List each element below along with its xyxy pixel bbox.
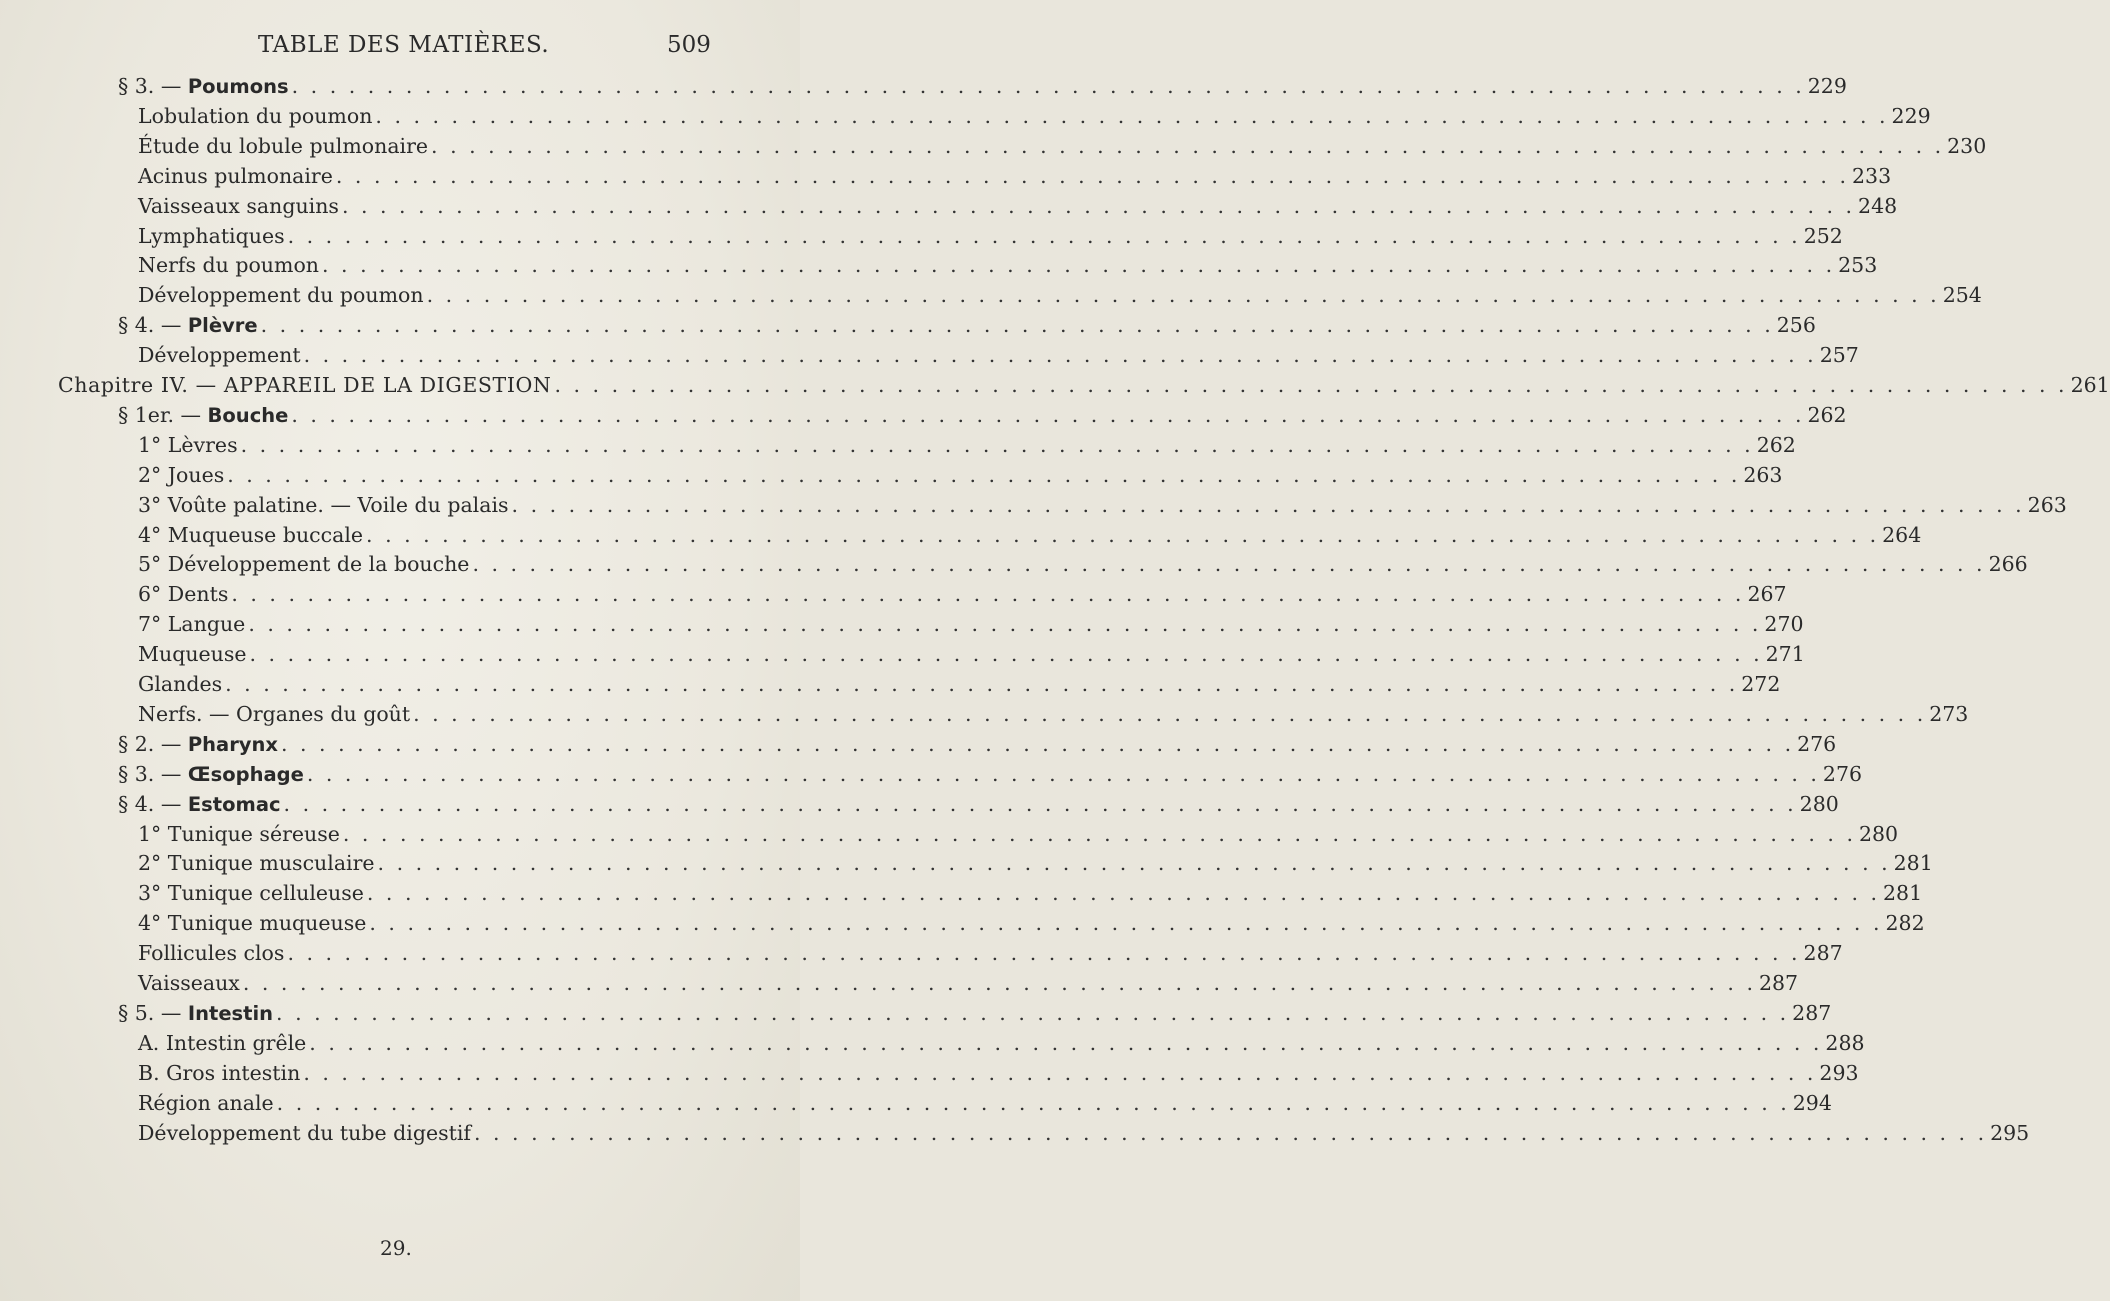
toc-page-number: 264 (1882, 522, 1922, 547)
toc-section-row (118, 313, 1816, 343)
dot-leader: . . . . . . . . . . . . . . . . . . . . . . . . . . . . . . . . . . . . . . . . . . . . . . . . . . . . . . . . . . . . . . . . . . . . . . . . . . . . . . . . (303, 1060, 1817, 1085)
dot-leader: . . . . . . . . . . . . . . . . . . . . . . . . . . . . . . . . . . . . . . . . . . . . . . . . . . . . . . . . . . . . . . . . . . . . . . . . . . . . . . . . (280, 731, 1795, 756)
toc-section-title (118, 1001, 273, 1025)
toc-page-number: 256 (1776, 313, 1816, 338)
toc-entry-title: 4° Muqueuse buccale (138, 522, 364, 547)
toc-entry-title: Glandes (138, 672, 223, 696)
toc-entry-row (138, 253, 1878, 283)
dot-leader: . . . . . . . . . . . . . . . . . . . . . . . . . . . . . . . . . . . . . . . . . . . . . . . . . . . . . . . . . . . . . . . . . . . . . . . . . . . . . . . . (375, 103, 1889, 128)
section-number: § 4. — (118, 791, 188, 816)
toc-section-row (118, 761, 1863, 792)
toc-entry-title: 7° Langue (138, 612, 246, 637)
toc-entry-title: Vaisseaux sanguins (138, 193, 339, 218)
toc-entry-row (138, 193, 1898, 224)
dot-leader: . . . . . . . . . . . . . . . . . . . . . . . . . . . . . . . . . . . . . . . . . . . . . . . . . . . . . . . . . . . . . . . . . . . . . . . . . . . . . . . . (227, 462, 1741, 487)
toc-entry-title: Lobulation du poumon (138, 103, 373, 128)
toc-page-number: 282 (1885, 911, 1925, 936)
section-label: Bouche (207, 403, 289, 427)
section-number: § 4. — (118, 313, 188, 338)
dot-leader: . . . . . . . . . . . . . . . . . . . . . . . . . . . . . . . . . . . . . . . . . . . . . . . . . . . . . . . . . . . . . . . . . . . . . . . . . . . . . . . . (276, 1000, 1790, 1025)
toc-entry-row (138, 701, 1969, 732)
toc-entry-title: 1° Tunique séreuse (138, 821, 340, 846)
toc-page-number: 295 (1990, 1120, 2030, 1145)
toc-entry-title: 2° Joues (138, 462, 225, 487)
running-title: TABLE DES MATIÈRES. (258, 32, 550, 58)
toc-page-number: 233 (1851, 163, 1892, 188)
toc-entry-row (138, 163, 1892, 194)
dot-leader: . . . . . . . . . . . . . . . . . . . . . . . . . . . . . . . . . . . . . . . . . . . . . . . . . . . . . . . . . . . . . . . . . . . . . . . . . . . . . . . . (366, 522, 1880, 547)
toc-entry-title: Acinus pulmonaire (138, 163, 333, 188)
toc-page-number: 288 (1825, 1030, 1865, 1055)
dot-leader: . . . . . . . . . . . . . . . . . . . . . . . . . . . . . . . . . . . . . . . . . . . . . . . . . . . . . . . . . . . . . . . . . . . . . . . . . . . . . . . . (303, 343, 1817, 368)
section-label: Estomac (187, 792, 281, 816)
toc-entry-row (138, 672, 1781, 702)
page-header (0, 30, 800, 60)
toc-page-number: 287 (1803, 941, 1843, 966)
toc-entry-row (138, 971, 1799, 1001)
toc-section-title (118, 313, 258, 337)
toc-section-row (118, 1000, 1832, 1031)
toc-section-title (118, 74, 289, 98)
toc-section-row (118, 74, 1847, 104)
dot-leader: . . . . . . . . . . . . . . . . . . . . . . . . . . . . . . . . . . . . . . . . . . . . . . . . . . . . . . . . . . . . . . . . . . . . . . . . . . . . . . . . (242, 971, 1756, 995)
toc-entry-title: A. Intestin grêle (138, 1030, 307, 1055)
section-label: Pharynx (187, 732, 278, 756)
toc-entry-row (138, 821, 1899, 852)
toc-page-number: 263 (1743, 462, 1783, 487)
toc-page-number: 254 (1942, 283, 1982, 308)
toc-entry-row (138, 552, 2028, 582)
dot-leader: . . . . . . . . . . . . . . . . . . . . . . . . . . . . . . . . . . . . . . . . . . . . . . . . . . . . . . . . . . . . . . . . . . . . . . . . . . . . . . . . (377, 851, 1891, 876)
toc-entry-row (138, 851, 1933, 881)
section-label: Œsophage (187, 762, 304, 786)
dot-leader: . . . . . . . . . . . . . . . . . . . . . . . . . . . . . . . . . . . . . . . . . . . . . . . . . . . . . . . . . . . . . . . . . . . . . . . . . . . . . . . . (309, 1030, 1823, 1055)
toc-page-number: 287 (1758, 971, 1799, 995)
dot-leader: . . . . . . . . . . . . . . . . . . . . . . . . . . . . . . . . . . . . . . . . . . . . . . . . . . . . . . . . . . . . . . . . . . . . . . . . . . . . . . . . (260, 313, 1774, 338)
toc-entry-row (138, 1090, 1832, 1121)
dot-leader: . . . . . . . . . . . . . . . . . . . . . . . . . . . . . . . . . . . . . . . . . . . . . . . . . . . . . . . . . . . . . . . . . . . . . . . . . . . . . . . . (240, 432, 1754, 457)
toc-page-number: 293 (1819, 1060, 1859, 1085)
toc-entry-row (138, 432, 1796, 463)
toc-page-number: 248 (1858, 193, 1898, 218)
toc-page-number: 281 (1883, 881, 1923, 906)
section-number: § 2. — (118, 731, 188, 756)
toc-page-number: 276 (1822, 761, 1863, 786)
dot-leader: . . . . . . . . . . . . . . . . . . . . . . . . . . . . . . . . . . . . . . . . . . . . . . . . . . . . . . . . . . . . . . . . . . . . . . . . . . . . . . . . (473, 1120, 1988, 1145)
toc-entry-row (138, 1060, 1859, 1091)
toc-entry-row (138, 283, 1982, 313)
toc-entry-title: Follicules clos (138, 941, 285, 966)
toc-entry-title: 1° Lèvres (138, 432, 238, 457)
dot-leader: . . . . . . . . . . . . . . . . . . . . . . . . . . . . . . . . . . . . . . . . . . . . . . . . . . . . . . . . . . . . . . . . . . . . . . . . . . . . . . . . (306, 761, 1820, 786)
dot-leader: . . . . . . . . . . . . . . . . . . . . . . . . . . . . . . . . . . . . . . . . . . . . . . . . . . . . . . . . . . . . . . . . . . . . . . . . . . . . . . . . (335, 163, 1849, 188)
dot-leader: . . . . . . . . . . . . . . . . . . . . . . . . . . . . . . . . . . . . . . . . . . . . . . . . . . . . . . . . . . . . . . . . . . . . . . . . . . . . . . . . (472, 552, 1986, 577)
toc-page-number: 262 (1807, 402, 1847, 427)
toc-entry-title: 4° Tunique muqueuse (138, 911, 367, 936)
toc-entry-row (138, 1030, 1865, 1061)
toc-page-number: 281 (1893, 851, 1933, 876)
toc-page-number: 271 (1765, 642, 1805, 667)
toc-entry-title: Développement (138, 343, 301, 368)
toc-page-number: 267 (1747, 582, 1787, 607)
toc-page-number: 263 (2027, 492, 2067, 517)
toc-entry-row (138, 612, 1804, 642)
toc-chapter-row (58, 373, 2110, 403)
toc-entry-title: Développement du tube digestif (138, 1120, 471, 1145)
toc-section-title (118, 792, 281, 816)
toc-entry-row (138, 881, 1923, 911)
toc-section-row (118, 791, 1839, 822)
toc-entry-title: Nerfs du poumon (138, 253, 319, 278)
toc-page-number: 252 (1803, 223, 1843, 248)
section-number: § 3. — (118, 74, 188, 98)
toc-entry-row (138, 103, 1931, 134)
dot-leader: . . . . . . . . . . . . . . . . . . . . . . . . . . . . . . . . . . . . . . . . . . . . . . . . . . . . . . . . . . . . . . . . . . . . . . . . . . . . . . . . (287, 941, 1801, 966)
toc-entry-row (138, 223, 1843, 254)
toc-page-number: 266 (1988, 552, 2028, 577)
dot-leader: . . . . . . . . . . . . . . . . . . . . . . . . . . . . . . . . . . . . . . . . . . . . . . . . . . . . . . . . . . . . . . . . . . . . . . . . . . . . . . . . (369, 911, 1883, 936)
section-number: § 1er. — (118, 402, 208, 427)
chapter-title: Chapitre IV. — APPAREIL DE LA DIGESTION (58, 373, 552, 397)
dot-leader: . . . . . . . . . . . . . . . . . . . . . . . . . . . . . . . . . . . . . . . . . . . . . . . . . . . . . . . . . . . . . . . . . . . . . . . . . . . . . . . . (431, 133, 1945, 158)
toc-entry-row (138, 582, 1787, 612)
section-label: Plèvre (187, 314, 258, 338)
toc-entry-title: 3° Voûte palatine. — Voile du palais (138, 492, 509, 517)
toc-page-number: 294 (1792, 1090, 1832, 1115)
toc-entry-title: 5° Développement de la bouche (138, 552, 470, 577)
toc-entry-title: Région anale (138, 1090, 274, 1115)
dot-leader: . . . . . . . . . . . . . . . . . . . . . . . . . . . . . . . . . . . . . . . . . . . . . . . . . . . . . . . . . . . . . . . . . . . . . . . . . . . . . . . . (276, 1090, 1790, 1115)
toc-entry-row (138, 343, 1859, 373)
dot-leader: . . . . . . . . . . . . . . . . . . . . . . . . . . . . . . . . . . . . . . . . . . . . . . . . . . . . . . . . . . . . . . . . . . . . . . . . . . . . . . . . (366, 881, 1880, 906)
toc-entry-row (138, 492, 2067, 523)
toc-page-number: 270 (1764, 612, 1804, 637)
dot-leader: . . . . . . . . . . . . . . . . . . . . . . . . . . . . . . . . . . . . . . . . . . . . . . . . . . . . . . . . . . . . . . . . . . . . . . . . . . . . . . . . (322, 253, 1836, 278)
dot-leader: . . . . . . . . . . . . . . . . . . . . . . . . . . . . . . . . . . . . . . . . . . . . . . . . . . . . . . . . . . . . . . . . . . . . . . . . . . . . . . . . (231, 582, 1745, 607)
toc-section-row (118, 731, 1837, 762)
toc-entry-title: Développement du poumon (138, 283, 424, 308)
toc-page-number: 261 (2070, 373, 2110, 397)
toc-entry-row (138, 462, 1783, 493)
dot-leader: . . . . . . . . . . . . . . . . . . . . . . . . . . . . . . . . . . . . . . . . . . . . . . . . . . . . . . . . . . . . . . . . . . . . . . . . . . . . . . . . (287, 223, 1801, 248)
page-number: 509 (667, 32, 711, 58)
dot-leader: . . . . . . . . . . . . . . . . . . . . . . . . . . . . . . . . . . . . . . . . . . . . . . . . . . . . . . . . . . . . . . . . . . . . . . . . . . . . . . . . (413, 701, 1927, 726)
toc-entry-row (138, 642, 1805, 672)
toc-page-number: 273 (1929, 701, 1969, 726)
toc-page-number: 257 (1819, 343, 1859, 368)
toc-entry-row (138, 941, 1843, 971)
section-number: § 5. — (118, 1000, 188, 1025)
toc-entry-title: Vaisseaux (138, 971, 240, 995)
toc-page-number: 253 (1838, 253, 1878, 278)
toc-section-title (118, 762, 304, 786)
toc-entry-title: Muqueuse (138, 642, 247, 667)
toc-page-number: 280 (1858, 821, 1899, 846)
toc-entry-row (138, 522, 1922, 553)
dot-leader: . . . . . . . . . . . . . . . . . . . . . . . . . . . . . . . . . . . . . . . . . . . . . . . . . . . . . . . . . . . . . . . . . . . . . . . . . . . . . . . . (554, 373, 2068, 397)
toc-entry-title: 6° Dents (138, 582, 229, 607)
toc-page-number: 230 (1947, 133, 1987, 158)
dot-leader: . . . . . . . . . . . . . . . . . . . . . . . . . . . . . . . . . . . . . . . . . . . . . . . . . . . . . . . . . . . . . . . . . . . . . . . . . . . . . . . . (426, 283, 1940, 308)
dot-leader: . . . . . . . . . . . . . . . . . . . . . . . . . . . . . . . . . . . . . . . . . . . . . . . . . . . . . . . . . . . . . . . . . . . . . . . . . . . . . . . . (225, 672, 1739, 696)
section-number: § 3. — (118, 761, 188, 786)
dot-leader: . . . . . . . . . . . . . . . . . . . . . . . . . . . . . . . . . . . . . . . . . . . . . . . . . . . . . . . . . . . . . . . . . . . . . . . . . . . . . . . . (511, 492, 2025, 517)
toc-section-row (118, 402, 1847, 433)
dot-leader: . . . . . . . . . . . . . . . . . . . . . . . . . . . . . . . . . . . . . . . . . . . . . . . . . . . . . . . . . . . . . . . . . . . . . . . . . . . . . . . . (341, 193, 1856, 218)
toc-page-number: 229 (1891, 103, 1931, 128)
toc-section-title (118, 732, 278, 756)
toc-entry-row (138, 133, 1987, 164)
toc-page-number: 229 (1807, 74, 1847, 98)
toc-entry-title: 2° Tunique musculaire (138, 851, 375, 876)
toc-page-number: 280 (1799, 791, 1839, 816)
toc-entry-title: Nerfs. — Organes du goût (138, 701, 411, 726)
toc-entry-title: Lymphatiques (138, 223, 285, 248)
toc-entry-row (138, 911, 1925, 941)
dot-leader: . . . . . . . . . . . . . . . . . . . . . . . . . . . . . . . . . . . . . . . . . . . . . . . . . . . . . . . . . . . . . . . . . . . . . . . . . . . . . . . . (248, 612, 1762, 637)
toc-entry-title: B. Gros intestin (138, 1060, 301, 1085)
dot-leader: . . . . . . . . . . . . . . . . . . . . . . . . . . . . . . . . . . . . . . . . . . . . . . . . . . . . . . . . . . . . . . . . . . . . . . . . . . . . . . . . (291, 402, 1805, 427)
dot-leader: . . . . . . . . . . . . . . . . . . . . . . . . . . . . . . . . . . . . . . . . . . . . . . . . . . . . . . . . . . . . . . . . . . . . . . . . . . . . . . . . (283, 791, 1797, 816)
toc-page-number: 287 (1792, 1000, 1832, 1025)
signature-mark: 29. (380, 1236, 412, 1260)
section-label: Poumons (187, 75, 289, 98)
toc-entry-row (138, 1120, 2030, 1151)
dot-leader: . . . . . . . . . . . . . . . . . . . . . . . . . . . . . . . . . . . . . . . . . . . . . . . . . . . . . . . . . . . . . . . . . . . . . . . . . . . . . . . . (291, 74, 1805, 98)
dot-leader: . . . . . . . . . . . . . . . . . . . . . . . . . . . . . . . . . . . . . . . . . . . . . . . . . . . . . . . . . . . . . . . . . . . . . . . . . . . . . . . . (249, 642, 1763, 667)
toc-section-title (118, 403, 288, 427)
dot-leader: . . . . . . . . . . . . . . . . . . . . . . . . . . . . . . . . . . . . . . . . . . . . . . . . . . . . . . . . . . . . . . . . . . . . . . . . . . . . . . . . (342, 821, 1856, 846)
toc-entry-title: 3° Tunique celluleuse (138, 881, 364, 906)
toc-page-number: 272 (1741, 672, 1781, 696)
toc-entry-title: Étude du lobule pulmonaire (138, 133, 429, 158)
toc-page-number: 262 (1756, 432, 1796, 457)
section-label: Intestin (187, 1001, 274, 1025)
toc-page-number: 276 (1797, 731, 1837, 756)
